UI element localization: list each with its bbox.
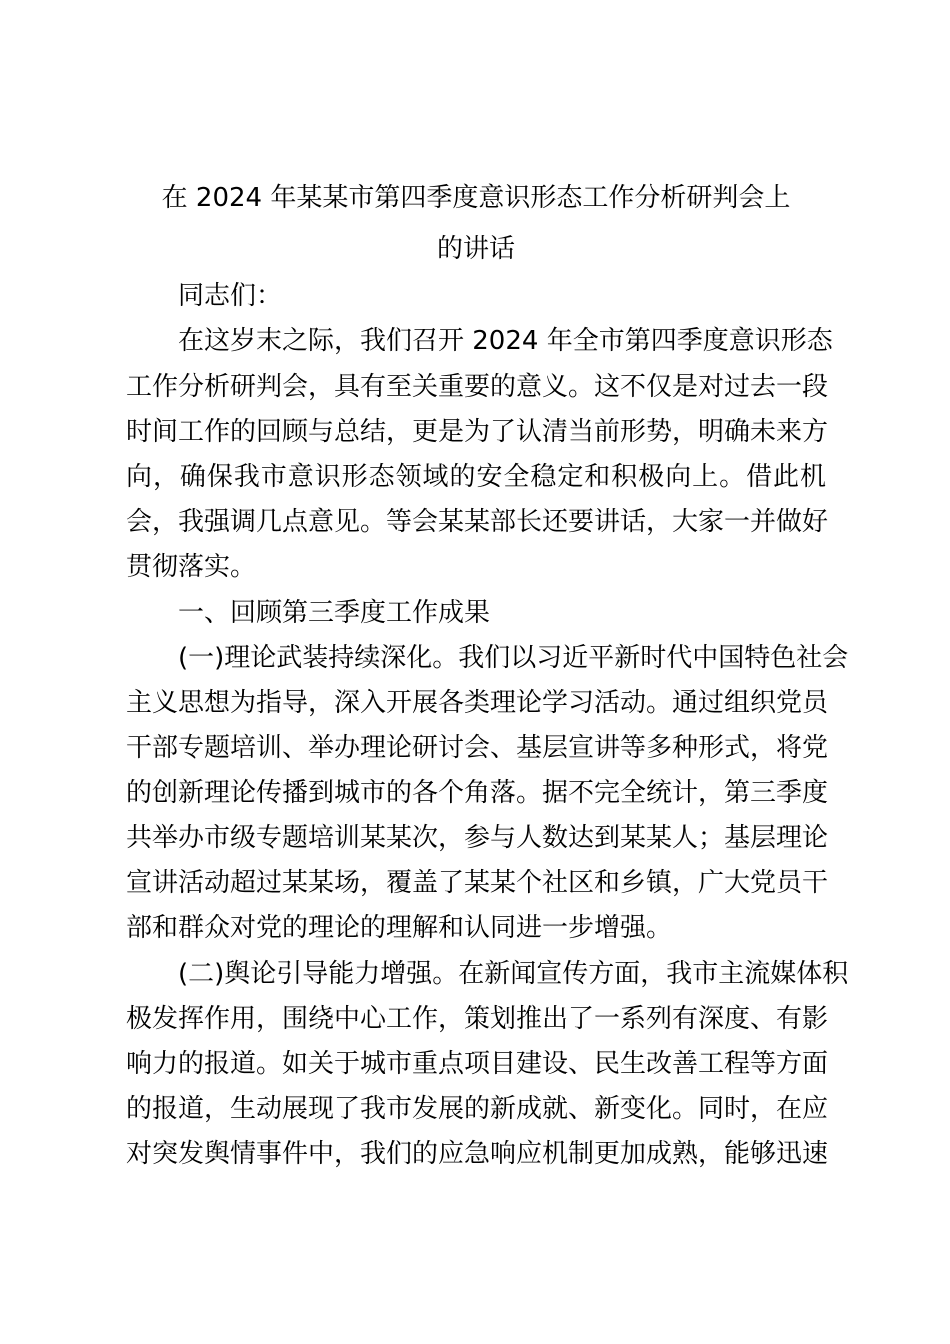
paragraph-line: 贯彻落实。	[126, 552, 257, 582]
paragraph-line: 的创新理论传播到城市的各个角落。据不完全统计，第三季度	[126, 778, 829, 808]
paragraph-line: 对突发舆情事件中，我们的应急响应机制更加成熟，能够迅速	[126, 1139, 829, 1169]
section-heading: 一、回顾第三季度工作成果	[178, 598, 491, 628]
paragraph-line: 会，我强调几点意见。等会某某部长还要讲话，大家一并做好	[126, 507, 829, 537]
paragraph-line: (二)舆论引导能力增强。在新闻宣传方面，我市主流媒体积	[178, 959, 849, 989]
paragraph-line: 在这岁末之际，我们召开 2024 年全市第四季度意识形态	[178, 326, 833, 356]
paragraph-line: 工作分析研判会，具有至关重要的意义。这不仅是对过去一段	[126, 372, 829, 402]
paragraph-line: 响力的报道。如关于城市重点项目建设、民生改善工程等方面	[126, 1049, 829, 1079]
paragraph-line: 时间工作的回顾与总结，更是为了认清当前形势，明确未来方	[126, 417, 829, 447]
document-title-line-1: 在 2024 年某某市第四季度意识形态工作分析研判会上	[161, 183, 791, 213]
paragraph-line: 部和群众对党的理论的理解和认同进一步增强。	[126, 913, 673, 943]
salutation: 同志们：	[178, 281, 283, 311]
paragraph-line: 的报道，生动展现了我市发展的新成就、新变化。同时，在应	[126, 1094, 829, 1124]
document-title-line-2: 的讲话	[436, 234, 515, 264]
paragraph-line: 干部专题培训、举办理论研讨会、基层宣讲等多种形式，将党	[126, 733, 829, 763]
paragraph-line: 向，确保我市意识形态领域的安全稳定和积极向上。借此机	[126, 462, 826, 492]
paragraph-line: 极发挥作用，围绕中心工作，策划推出了一系列有深度、有影	[126, 1004, 829, 1034]
paragraph-line: (一)理论武装持续深化。我们以习近平新时代中国特色社会	[178, 643, 849, 673]
paragraph-line: 共举办市级专题培训某某次，参与人数达到某某人；基层理论	[126, 823, 829, 853]
paragraph-line: 宣讲活动超过某某场，覆盖了某某个社区和乡镇，广大党员干	[126, 868, 829, 898]
paragraph-line: 主义思想为指导，深入开展各类理论学习活动。通过组织党员	[126, 688, 829, 718]
